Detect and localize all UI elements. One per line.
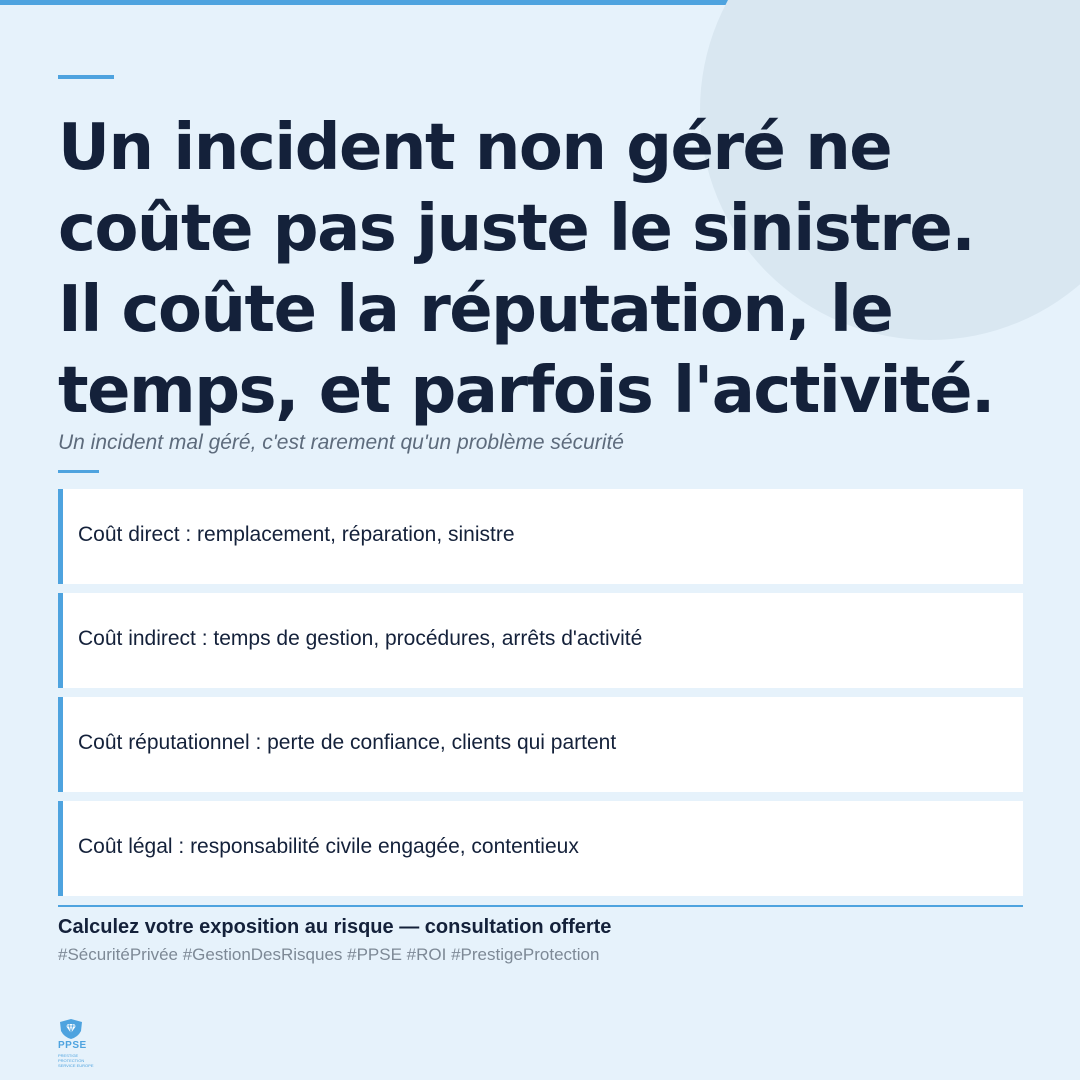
headline-line: temps, et parfois l'activité. xyxy=(58,354,994,428)
logo-name: PPSE xyxy=(58,1040,87,1051)
subtitle-accent-line xyxy=(58,470,99,473)
cost-card-text: Coût indirect : temps de gestion, procédures, arrêts d'activité xyxy=(78,626,643,650)
cost-list xyxy=(58,489,1023,905)
title-accent-line xyxy=(58,75,114,79)
cost-card-legal xyxy=(58,801,1023,896)
subtitle: Un incident mal géré, c'est rarement qu'un problème sécurité xyxy=(58,431,624,454)
logo-tagline: PRESTIGE PROTECTION SERVICE EUROPE xyxy=(58,1053,94,1068)
ppse-logo xyxy=(58,1018,98,1066)
hashtags: #SécuritéPrivée #GestionDesRisques #PPSE #ROI #PrestigeProtection xyxy=(58,945,600,964)
headline-line: coûte pas juste le sinistre. xyxy=(58,192,975,266)
cost-card-text: Coût direct : remplacement, réparation, sinistre xyxy=(78,522,515,546)
cost-card-reputational xyxy=(58,697,1023,792)
cta-divider xyxy=(58,905,1023,907)
cost-card-text: Coût réputationnel : perte de confiance, clients qui partent xyxy=(78,730,617,754)
cost-card-direct xyxy=(58,489,1023,584)
headline-line: Il coûte la réputation, le xyxy=(58,273,893,347)
headline xyxy=(58,108,1048,432)
diamond-shield-icon xyxy=(58,1018,98,1040)
cost-card-text: Coût légal : responsabilité civile engagée, contentieux xyxy=(78,834,579,858)
headline-line: Un incident non géré ne xyxy=(58,111,892,185)
call-to-action: Calculez votre exposition au risque — consultation offerte xyxy=(58,916,612,938)
cost-card-indirect xyxy=(58,593,1023,688)
